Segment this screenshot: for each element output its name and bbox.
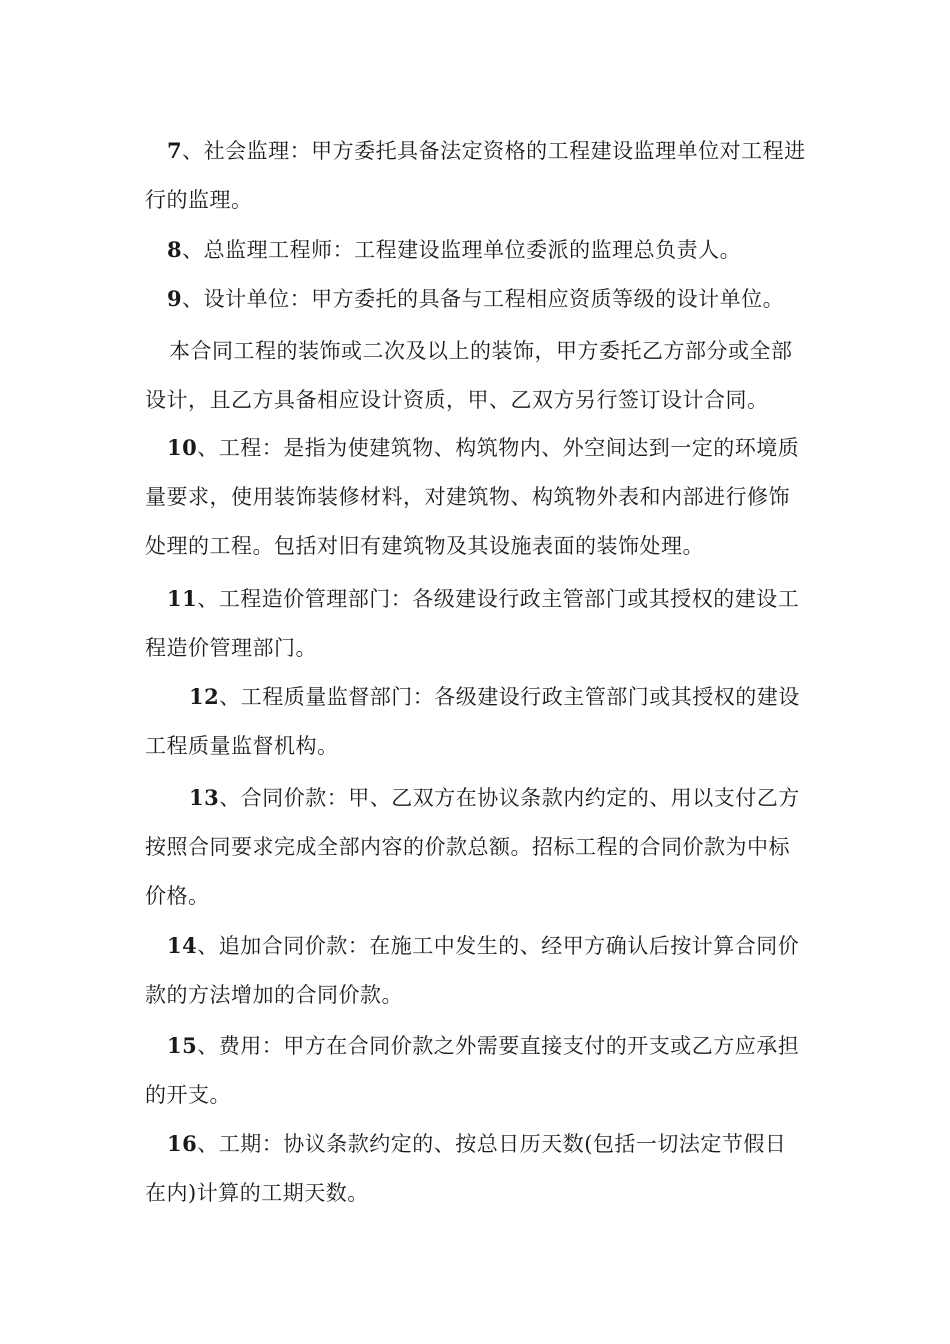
- clause-text: 、追加合同价款：在施工中发生的、经甲方确认后按计算合同价款的方法增加的合同价款。: [145, 934, 800, 1007]
- clause-8: [145, 225, 807, 275]
- clause-11: [145, 574, 807, 673]
- clause-text: 、设计单位：甲方委托的具备与工程相应资质等级的设计单位。: [182, 287, 785, 311]
- clause-text: 、总监理工程师：工程建设监理单位委派的监理总负责人。: [182, 238, 742, 262]
- clause-number: 8: [167, 237, 183, 262]
- clause-text: 、合同价款：甲、乙双方在协议条款内约定的、用以支付乙方按照合同要求完成全部内容的价款总额。招标工程的合同价款为中标价格。: [145, 786, 800, 908]
- clause-number: 15: [167, 1033, 198, 1058]
- clause-number: 10: [167, 435, 198, 460]
- clause-text: 、工程：是指为使建筑物、构筑物内、外空间达到一定的环境质量要求，使用装饰装修材料，对建筑物、构筑物外表和内部进行修饰处理的工程。包括对旧有建筑物及其设施表面的装饰处理。: [145, 436, 800, 558]
- clause-number: 16: [167, 1131, 198, 1156]
- clause-9: [145, 274, 807, 324]
- clause-15: [145, 1021, 807, 1120]
- clause-number: 14: [167, 933, 198, 958]
- clause-number: 7: [167, 138, 183, 163]
- clause-number: 13: [189, 785, 220, 810]
- clause-10: [145, 423, 807, 571]
- clause-text: 本合同工程的装饰或二次及以上的装饰，甲方委托乙方部分或全部设计，且乙方具备相应设计资质，甲、乙双方另行签订设计合同。: [145, 339, 793, 412]
- clause-16: [145, 1119, 807, 1218]
- clause-text: 、费用：甲方在合同价款之外需要直接支付的开支或乙方应承担的开支。: [145, 1034, 800, 1107]
- clause-14: [145, 921, 807, 1020]
- clause-text: 、工程质量监督部门：各级建设行政主管部门或其授权的建设工程质量监督机构。: [145, 685, 800, 758]
- clause-text: 、社会监理：甲方委托具备法定资格的工程建设监理单位对工程进行的监理。: [145, 139, 806, 212]
- clause-number: 12: [189, 684, 220, 709]
- clause-7: [145, 126, 807, 225]
- clause-text: 、工期：协议条款约定的、按总日历天数(包括一切法定节假日在内)计算的工期天数。: [145, 1132, 787, 1205]
- clause-number: 9: [167, 286, 183, 311]
- clause-9-note: [145, 327, 807, 425]
- clause-number: 11: [167, 586, 198, 611]
- clause-text: 、工程造价管理部门：各级建设行政主管部门或其授权的建设工程造价管理部门。: [145, 587, 800, 660]
- clause-12: [145, 672, 807, 771]
- clause-13: [145, 773, 807, 921]
